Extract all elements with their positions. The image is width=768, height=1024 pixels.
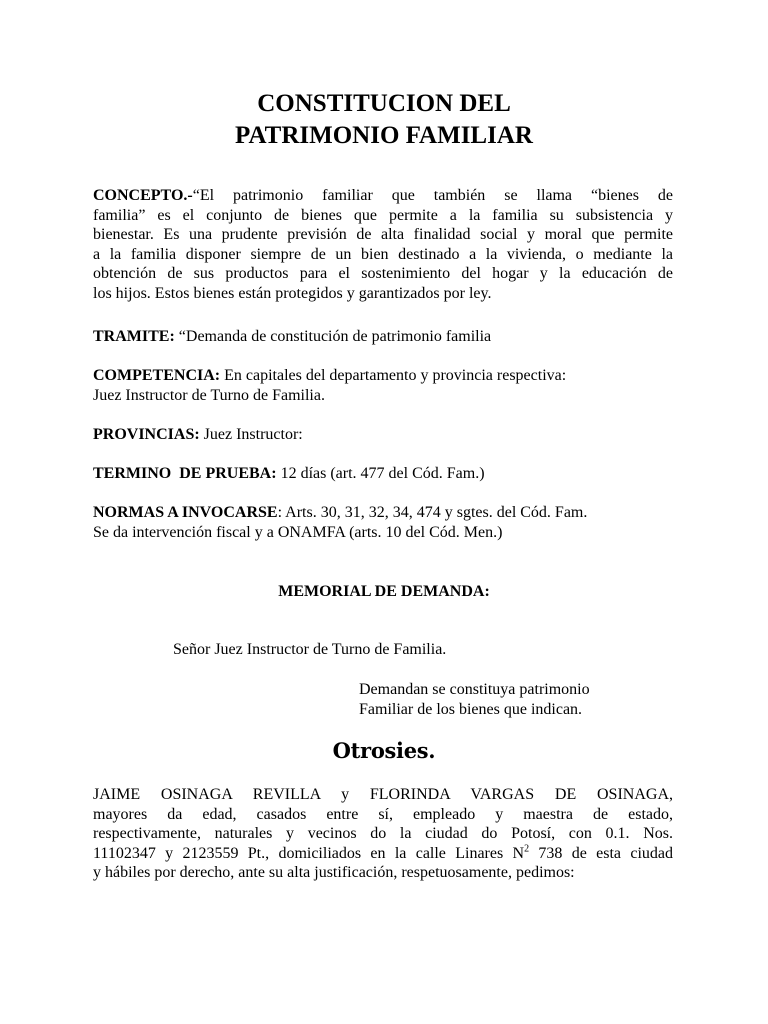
- summary-line-1: Demandan se constituya patrimonio: [359, 681, 590, 698]
- body-line-5: y hábiles por derecho, ante su alta justificación, respetuosamente, pedimos:: [93, 864, 575, 881]
- termino-text: 12 días (art. 477 del Cód. Fam.): [276, 465, 485, 482]
- competencia-label: COMPETENCIA:: [93, 367, 221, 384]
- tramite-label: TRAMITE:: [93, 328, 175, 345]
- tramite-paragraph: [93, 327, 673, 347]
- otrosies-heading: Otrosies.: [332, 738, 436, 763]
- provincias-label: PROVINCIAS:: [93, 426, 200, 443]
- tramite-text: “Demanda de constitución de patrimonio familia: [174, 328, 492, 345]
- demand-summary: [359, 680, 590, 720]
- concepto-label: CONCEPTO.-: [93, 187, 193, 204]
- body-line-1: JAIME OSINAGA REVILLA y FLORINDA VARGAS DE OSINAGA,: [93, 786, 673, 803]
- concepto-line-4: a la familia disponer siempre de un bien destinado a la vivienda, o mediante la: [93, 245, 673, 263]
- provincias-paragraph: [93, 425, 673, 445]
- concepto-line-3: bienestar. Es una prudente previsión de alta finalidad social y moral que permite: [93, 226, 673, 243]
- body-line-4-start: 11102347 y 2123559 Pt., domiciliados en la calle Linares N: [93, 844, 525, 862]
- concepto-paragraph: [93, 186, 673, 303]
- body-line-4-superscript: 2: [524, 843, 530, 855]
- termino-label: TERMINO DE PRUEBA:: [93, 465, 277, 482]
- body-paragraph: [93, 785, 673, 883]
- concepto-line-1: “El patrimonio familiar que también se llama “bienes de: [192, 187, 673, 204]
- provincias-text: Juez Instructor:: [199, 426, 303, 443]
- normas-text: : Arts. 30, 31, 32, 34, 474 y sgtes. del Cód. Fam.: [277, 504, 588, 521]
- concepto-line-5: obtención de sus productos para el sostenimiento del hogar y la educación de: [93, 265, 673, 282]
- competencia-text: En capitales del departamento y provincia respectiva:: [220, 367, 567, 384]
- body-line-4-end: 738 de esta ciudad: [529, 844, 674, 862]
- concepto-line-6: los hijos. Estos bienes están protegidos y garantizados por ley.: [93, 284, 492, 302]
- title-line-2: PATRIMONIO FAMILIAR: [235, 122, 533, 149]
- concepto-line-2: familia” es el conjunto de bienes que permite a la familia su subsistencia y: [93, 206, 673, 224]
- termino-paragraph: [93, 464, 673, 484]
- normas-paragraph: [93, 503, 673, 542]
- competencia-paragraph: [93, 366, 673, 405]
- summary-line-2: Familiar de los bienes que indican.: [359, 701, 583, 718]
- document-title: [0, 88, 768, 152]
- normas-label: NORMAS A INVOCARSE: [93, 504, 278, 521]
- body-line-2: mayores da edad, casados entre sí, empleado y maestra de estado,: [93, 805, 673, 823]
- normas-line-2: Se da intervención fiscal y a ONAMFA (arts. 10 del Cód. Men.): [93, 523, 503, 541]
- body-line-3: respectivamente, naturales y vecinos do la ciudad do Potosí, con 0.1. Nos.: [93, 825, 673, 842]
- salutation: Señor Juez Instructor de Turno de Familia.: [173, 641, 447, 658]
- memorial-heading: MEMORIAL DE DEMANDA:: [278, 583, 490, 600]
- title-line-1: CONSTITUCION DEL: [257, 90, 511, 117]
- competencia-line-2: Juez Instructor de Turno de Familia.: [93, 386, 325, 404]
